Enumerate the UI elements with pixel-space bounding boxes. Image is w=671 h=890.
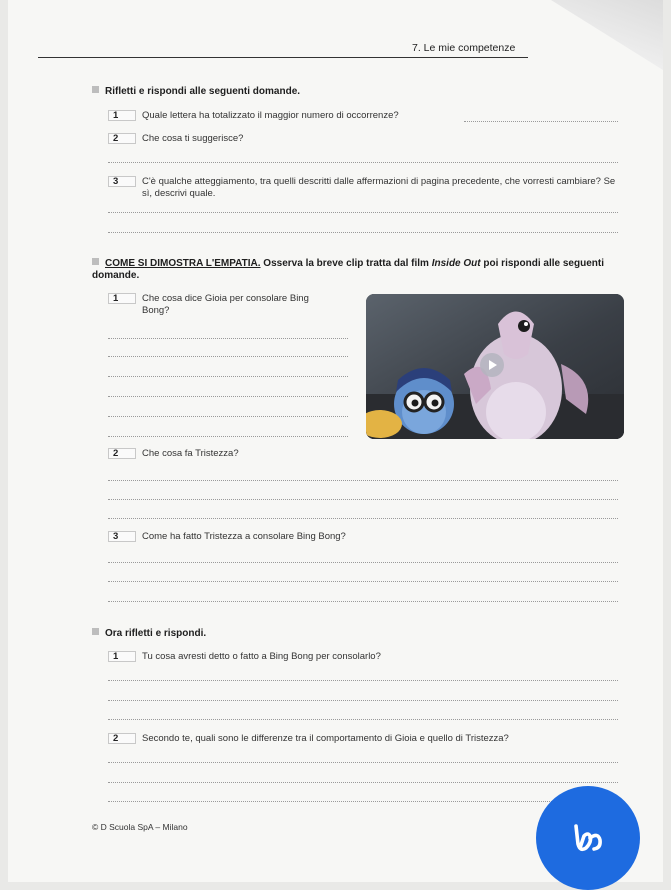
question-number-box: 1: [108, 110, 136, 121]
answer-line[interactable]: [108, 436, 348, 437]
question-number-box: 3: [108, 531, 136, 542]
answer-line[interactable]: [464, 121, 618, 122]
square-bullet-icon: [92, 628, 99, 635]
question-number-box: 1: [108, 651, 136, 662]
answer-line[interactable]: [108, 680, 618, 681]
section3-question-1: 1 Tu cosa avresti detto o fatto a Bing Bong per consolarlo?: [108, 651, 608, 663]
answer-line[interactable]: [108, 416, 348, 417]
answer-line[interactable]: [108, 376, 348, 377]
answer-line[interactable]: [108, 499, 618, 500]
page-curl: [523, 0, 663, 70]
answer-line[interactable]: [108, 232, 618, 233]
section1-question-1: 1 Quale lettera ha totalizzato il maggior numero di occorrenze?: [108, 110, 628, 122]
answer-line[interactable]: [108, 518, 618, 519]
answer-line[interactable]: [108, 480, 618, 481]
answer-line[interactable]: [108, 162, 618, 163]
answer-line[interactable]: [108, 562, 618, 563]
section2-question-2: 2 Che cosa fa Tristezza?: [108, 448, 408, 460]
question-number-box: 3: [108, 176, 136, 187]
answer-line[interactable]: [108, 762, 618, 763]
chapter-title: 7. Le mie competenze: [412, 42, 516, 54]
answer-line[interactable]: [108, 396, 348, 397]
answer-line[interactable]: [108, 700, 618, 701]
square-bullet-icon: [92, 86, 99, 93]
section1-title: Rifletti e rispondi alle seguenti domande.: [92, 86, 300, 98]
square-bullet-icon: [92, 258, 99, 265]
question-number-box: 2: [108, 133, 136, 144]
answer-line[interactable]: [108, 782, 618, 783]
answer-line[interactable]: [108, 212, 618, 213]
answer-line[interactable]: [108, 601, 618, 602]
section1-question-3: 3 C'è qualche atteggiamento, tra quelli descritti dalle affermazioni di pagina precedente, che vorresti cambiare? Se sì, descrivi quale.: [108, 176, 618, 200]
section1-question-2: 2 Che cosa ti suggerisce?: [108, 133, 628, 145]
brainly-fab-button[interactable]: [536, 786, 640, 890]
header-rule: [38, 57, 528, 58]
question-number-box: 2: [108, 733, 136, 744]
answer-line[interactable]: [108, 356, 348, 357]
answer-line[interactable]: [108, 801, 618, 802]
section3-question-2: 2 Secondo te, quali sono le differenze tra il comportamento di Gioia e quello di Tristezza?: [108, 733, 618, 745]
question-number-box: 1: [108, 293, 136, 304]
section2-question-1: 1 Che cosa dice Gioia per consolare Bing Bong?: [108, 293, 328, 317]
section3-title: Ora rifletti e rispondi.: [92, 628, 206, 640]
brainly-logo-icon: [568, 818, 608, 858]
question-number-box: 2: [108, 448, 136, 459]
section2-title: COME SI DIMOSTRA L'EMPATIA. Osserva la breve clip tratta dal film Inside Out poi rispondi alle seguenti domande.: [92, 258, 604, 281]
answer-line[interactable]: [108, 581, 618, 582]
answer-line[interactable]: [108, 338, 348, 339]
section2-question-3: 3 Come ha fatto Tristezza a consolare Bing Bong?: [108, 531, 608, 543]
play-icon[interactable]: [480, 353, 504, 377]
copyright-notice: © D Scuola SpA – Milano: [92, 822, 188, 832]
answer-line[interactable]: [108, 719, 618, 720]
worksheet-page: [8, 0, 663, 882]
